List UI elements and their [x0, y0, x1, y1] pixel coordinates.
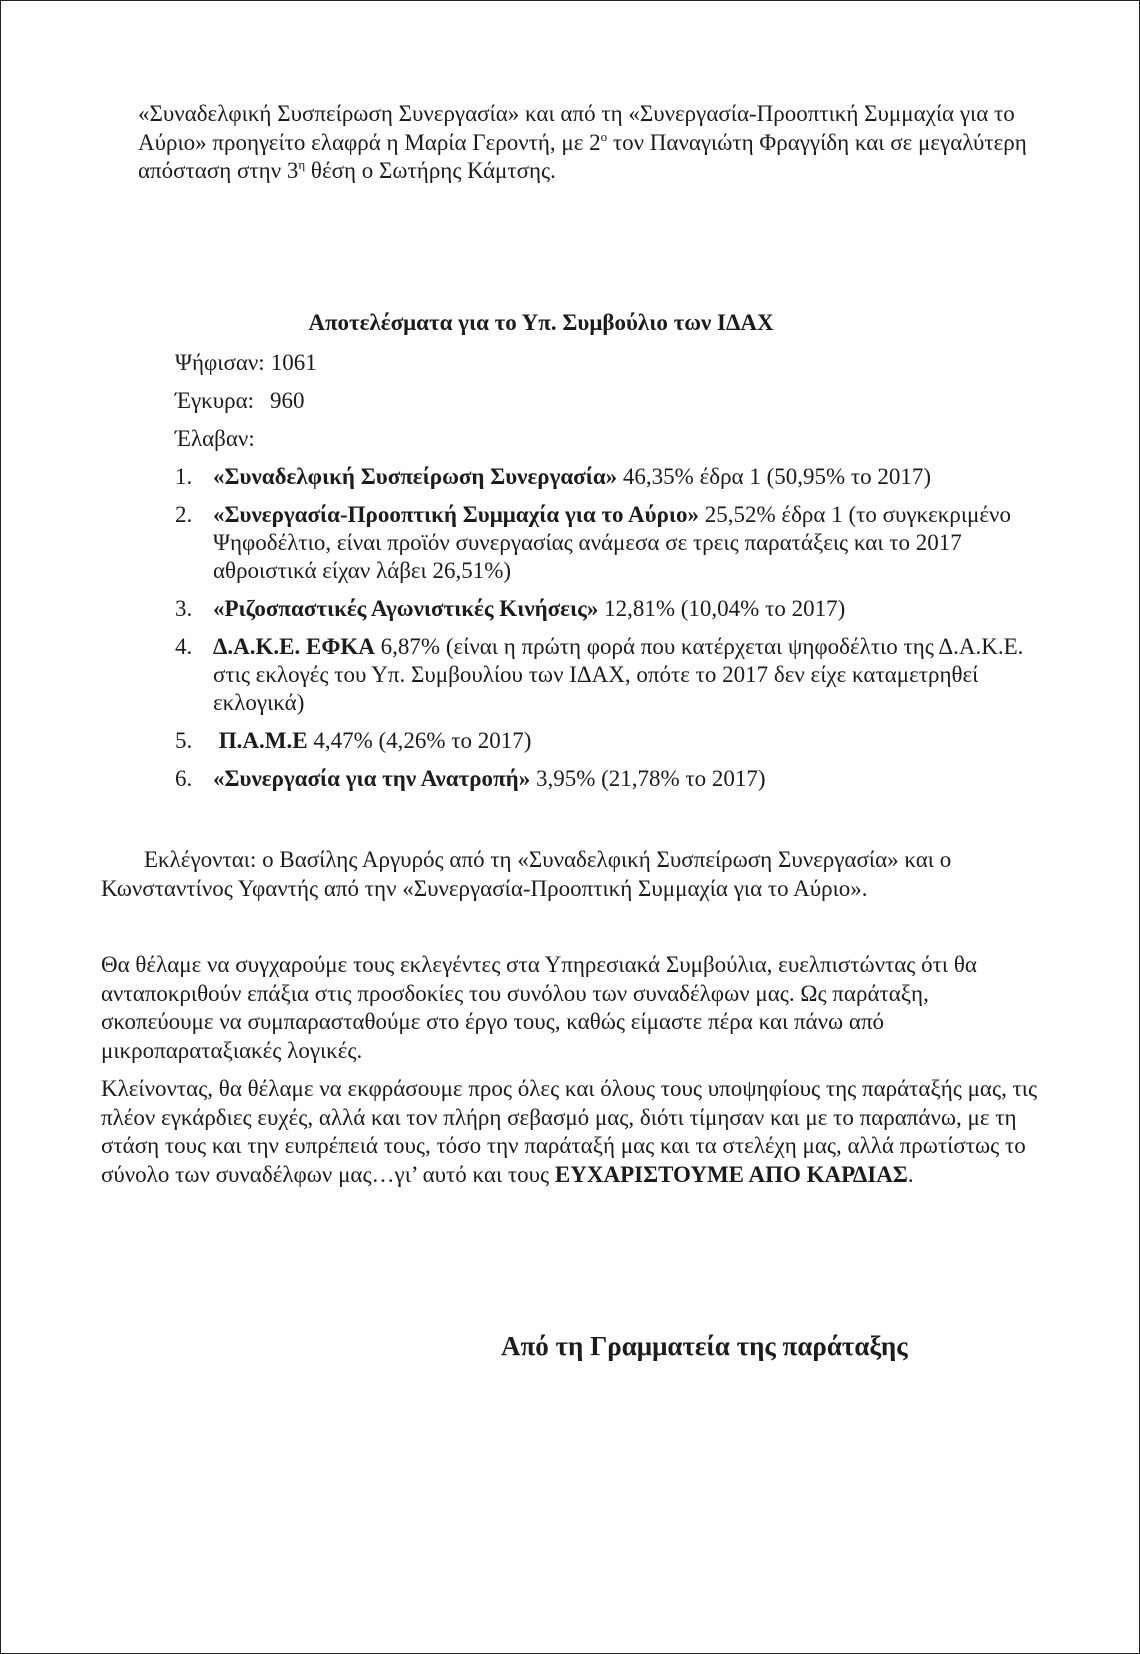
- party-result: 4,47% (4,26% το 2017): [307, 728, 532, 753]
- list-item: [175, 727, 1035, 755]
- valid-value: 960: [270, 388, 305, 413]
- list-number: 4.: [175, 634, 193, 659]
- party-result: 3,95% (21,78% το 2017): [530, 766, 766, 791]
- list-item: [175, 633, 1035, 717]
- party-result: 46,35% έδρα 1 (50,95% το 2017): [617, 464, 932, 489]
- list-item: [175, 501, 1035, 585]
- party-name: «Ριζοσπαστικές Αγωνιστικές Κινήσεις»: [213, 596, 599, 621]
- closing-text: Κλείνοντας, θα θέλαμε να εκφράσουμε προς όλες και όλους τους υποψηφίους της παράταξής μας, τις πλέον εγκάρδιες ευχές, αλλά και τον πλήρη σεβασμό μας, διότι τίμησαν και με το παραπάνω, με τη στάση τους και την ευπρέπειά τους, τόσο την παράταξή μας και τα στελέχη μας, αλλά πρωτίστως το σύνολο των συναδέλφων μας…γι’ αυτό και τους: [101, 1076, 1038, 1187]
- intro-text-1: «Συναδελφική Συσπείρωση Συνεργασία» και από τη «Συνεργασία-Προοπτική Συμμαχία για το Αύριο» προηγείτο ελαφρά η Μαρία Γεροντή, με 2: [138, 101, 1015, 155]
- list-number: 1.: [175, 464, 193, 489]
- congratulations-paragraph: Θα θέλαμε να συγχαρούμε τους εκλεγέντες στα Υπηρεσιακά Συμβούλια, ευελπιστώντας ότι θα ανταποκριθούν επάξια στις προσδοκίες του συνόλου των συναδέλφων μας. Ως παράταξη, σκοπεύουμε να συμπαρασταθούμε στο έργο τους, καθώς είμαστε πέρα και πάνω από μικροπαραταξιακές λογικές.: [101, 952, 977, 1063]
- list-item: [175, 765, 1035, 793]
- ordinal-superscript-1: ο: [600, 128, 608, 144]
- intro-text-2: τον Παναγιώτη Φραγγίδη και σε μεγαλύτερη απόσταση στην 3: [138, 129, 1027, 183]
- valid-label: Έγκυρα:: [175, 388, 255, 413]
- results-list: [175, 463, 1035, 803]
- intro-paragraph: [138, 100, 1038, 186]
- closing-period: .: [907, 1161, 914, 1187]
- party-result: 6,87% (είναι η πρώτη φορά που κατέρχεται ψηφοδέλτιο της Δ.Α.Κ.Ε. στις εκλογές του Υπ. Συμβουλίου των ΙΔΑΧ, οπότε το 2017 δεν είχε καταμετρηθεί εκλογικά): [213, 634, 1024, 715]
- list-number: 2.: [175, 502, 193, 527]
- results-heading: Αποτελέσματα για το Υπ. Συμβούλιο των ΙΔΑΧ: [308, 310, 774, 335]
- party-name: Π.Α.Μ.Ε: [213, 728, 308, 753]
- voted-value: 1061: [270, 350, 317, 375]
- signature: Από τη Γραμματεία της παράταξης: [501, 1331, 908, 1361]
- party-name: «Συναδελφική Συσπείρωση Συνεργασία»: [213, 464, 618, 489]
- closing-emphasis: ΕΥΧΑΡΙΣΤΟΥΜΕ ΑΠΟ ΚΑΡΔΙΑΣ: [554, 1161, 908, 1187]
- party-name: «Συνεργασία για την Ανατροπή»: [213, 766, 531, 791]
- party-result: 12,81% (10,04% το 2017): [598, 596, 846, 621]
- valid-stat: [175, 388, 305, 414]
- elected-paragraph: Εκλέγονται: ο Βασίλης Αργυρός από τη «Συναδελφική Συσπείρωση Συνεργασία» και ο Κωνσταντίνος Υφαντής από την «Συνεργασία-Προοπτική Συμμαχία για το Αύριο».: [101, 847, 952, 901]
- party-name: «Συνεργασία-Προοπτική Συμμαχία για το Αύριο»: [213, 502, 700, 527]
- intro-text-3: θέση ο Σωτήρης Κάμτσης.: [305, 158, 556, 183]
- list-item: [175, 595, 1035, 623]
- voted-stat: [175, 350, 317, 376]
- list-number: 5.: [175, 728, 193, 753]
- voted-label: Ψήφισαν:: [175, 350, 265, 375]
- party-name: Δ.Α.Κ.Ε. ΕΦΚΑ: [213, 634, 375, 659]
- received-label: Έλαβαν:: [175, 426, 255, 451]
- list-number: 6.: [175, 766, 193, 791]
- list-number: 3.: [175, 596, 193, 621]
- ordinal-superscript-2: η: [298, 157, 306, 172]
- list-item: [175, 463, 1035, 491]
- party-result: 25,52% έδρα 1 (το συγκεκριμένο Ψηφοδέλτιο, είναι προϊόν συνεργασίας ανάμεσα σε τρεις παρατάξεις και το 2017 αθροιστικά είχαν λάβει 26,51%): [213, 502, 1011, 583]
- closing-paragraph: [101, 1075, 1041, 1189]
